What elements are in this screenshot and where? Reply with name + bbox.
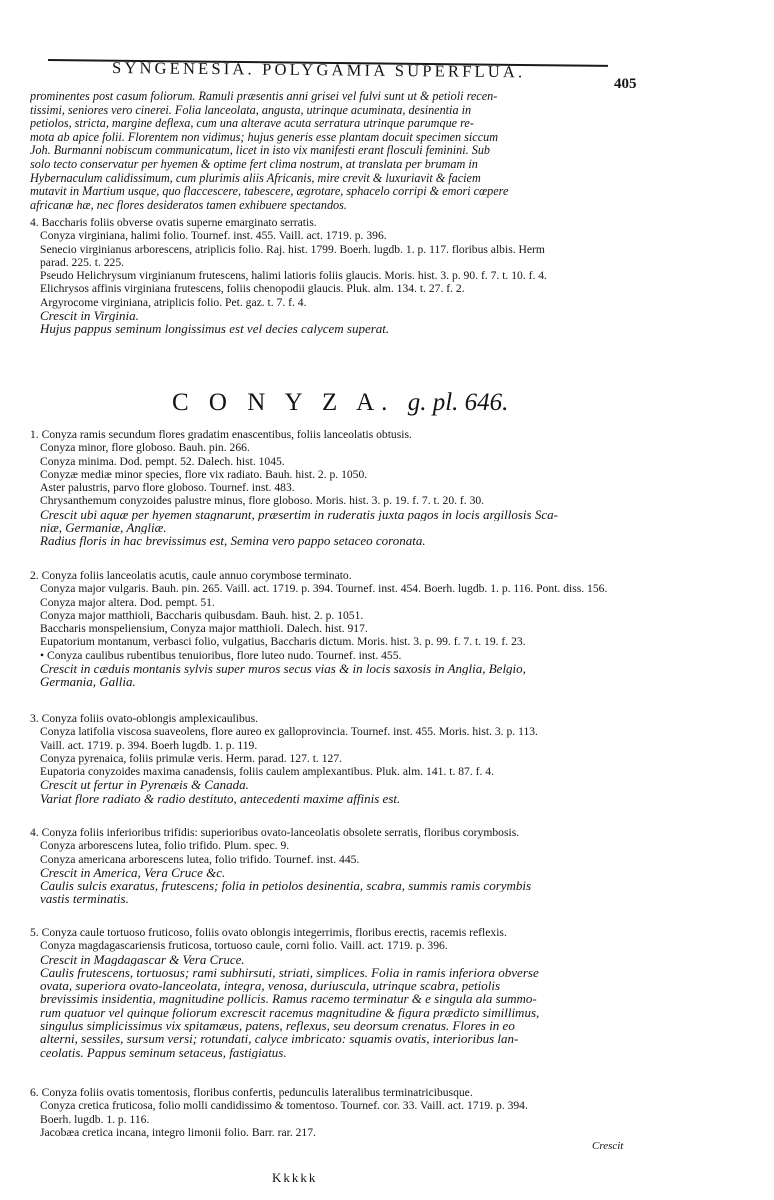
text-line: Hybernaculum calidissimum, cum plurimis aliis Africanis, mire crevit & luxuriavit & faciem xyxy=(30,171,481,185)
habitat-line: niæ, Germaniæ, Angliæ. xyxy=(40,521,167,535)
text-line: mutavit in Martium usque, quo flaccescere, tabescere, ægrotare, sphacelo corripi & emori cœpere xyxy=(30,185,509,199)
note-line: Caulis sulcis exaratus, frutescens; folia in petiolos desinentia, scabra, summis ramis corymbis xyxy=(40,879,532,893)
synonym-line: • Conyza caulibus rubentibus tenuioribus, flore luteo nudo. Tournef. inst. 455. xyxy=(40,648,402,662)
synonym-line: Conyza major matthioli, Baccharis quibusdam. Bauh. hist. 2. p. 1051. xyxy=(40,608,364,622)
synonym-line: Elichrysos affinis virginiana frutescens, foliis chenopodii glaucis. Pluk. alm. 134. t. 27. f. 2. xyxy=(40,282,465,296)
text-line: petiolos, stricta, margine deflexa, cum una alterave acuta serratura utrinque parumque re- xyxy=(30,117,474,131)
species-entry xyxy=(30,1086,635,1139)
catchword: Crescit xyxy=(592,1140,624,1152)
note-line: Radius floris in hac brevissimus est, Semina vero pappo setaceo coronata. xyxy=(40,534,426,548)
synonym-line: Conyza magdagascariensis fruticosa, tortuoso caule, corni folio. Vaill. act. 1719. p. 396. xyxy=(40,939,448,953)
page-number: 405 xyxy=(614,76,637,92)
synonym-line: Argyrocome virginiana, atriplicis folio. Pet. gaz. t. 7. f. 4. xyxy=(40,295,307,309)
signature-mark: Kkkkk xyxy=(272,1170,318,1185)
note-line: Hujus pappus seminum longissimus est vel decies calycem superat. xyxy=(40,322,390,336)
note-line: Caulis frutescens, tortuosus; rami subhirsuti, striati, simplices. Folia in ramis inferiora obverse xyxy=(40,965,539,980)
synonym-line: Conyza latifolia viscosa suaveolens, flore aureo ex galloprovincia. Tournef. inst. 455. Moris. hist. 3. p. 113. xyxy=(40,725,538,739)
species-heading: 3. Conyza foliis ovato-oblongis amplexicaulibus. xyxy=(30,712,258,725)
synonym-line: Jacobæa cretica incana, integro limonii folio. Barr. rar. 217. xyxy=(40,1125,316,1139)
species-heading: 2. Conyza foliis lanceolatis acutis, caule annuo corymbose terminato. xyxy=(30,569,352,582)
text-line: tissimi, seniores vero cinerei. Folia lanceolata, angusta, utrinque acuminata, desinentia in xyxy=(30,103,472,117)
note-line: brevissimis insidentia, magnitudine pollicis. Ramus racemo terminatur & e singula ala summo- xyxy=(40,992,537,1006)
habitat-line: Germania, Gallia. xyxy=(40,675,136,689)
species-heading: 4. Baccharis foliis obverse ovatis superne emarginato serratis. xyxy=(30,216,317,229)
habitat-line: Crescit ut fertur in Pyrenæis & Canada. xyxy=(40,778,249,792)
running-head: SYNGENESIA. POLYGAMIA SUPERFLUA. xyxy=(111,58,526,82)
synonym-line: Eupatoria conyzoides maxima canadensis, foliis caulem amplexantibus. Pluk. alm. 141. t. 87. f. 4. xyxy=(40,765,494,779)
synonym-line: Conyza major altera. Dod. pempt. 51. xyxy=(40,595,215,609)
synonym-line: Boerh. lugdb. 1. p. 116. xyxy=(40,1112,150,1126)
text-line: prominentes post casum foliorum. Ramuli præsentis anni grisei vel fulvi sunt ut & petioli recen- xyxy=(30,90,498,103)
synonym-line: Senecio virginianus arborescens, atriplicis folio. Raj. hist. 1799. Boerh. lugdb. 1. p. 117. floribus albis. Herm xyxy=(40,242,545,256)
synonym-line: Conyza cretica fruticosa, folio molli candidissimo & tomentoso. Tournef. cor. 33. Vaill. act. 1719. p. 394. xyxy=(40,1099,528,1113)
habitat-line: Crescit ubi aquæ per hyemen stagnarunt, præsertim in ruderatis juxta pagos in locis argillosis Sca- xyxy=(40,507,558,522)
synonym-line: Conyza minor, flore globoso. Bauh. pin. 266. xyxy=(40,441,250,455)
species-heading: 4. Conyza foliis inferioribus trifidis: superioribus ovato-lanceolatis obsolete serratis, floribus corymbosis. xyxy=(30,826,520,839)
synonym-line: Eupatorium montanum, verbasci folio, vulgatius, Baccharis dictum. Moris. hist. 3. p. 99. f. 7. t. 19. f. 23. xyxy=(40,635,526,649)
synonym-line: Conyza minima. Dod. pempt. 52. Dalech. hist. 1045. xyxy=(40,454,285,468)
species-entry xyxy=(30,428,635,548)
synonym-line: Aster palustris, parvo flore globoso. Tournef. inst. 483. xyxy=(40,481,295,495)
species-entry xyxy=(30,712,635,805)
species-entry xyxy=(30,826,635,906)
synonym-line: Conyzæ mediæ minor species, flore vix radiato. Bauh. hist. 2. p. 1050. xyxy=(40,467,368,481)
note-line: rum quatuor vel quinque foliorum excrescit racemus magnitudine & figura prædicto simillimus, xyxy=(40,1005,540,1020)
synonym-line: Conyza virginiana, halimi folio. Tournef. inst. 455. Vaill. act. 1719. p. 396. xyxy=(40,229,387,243)
genus-name: C O N Y Z A. xyxy=(172,389,395,416)
species-entry xyxy=(30,569,635,689)
synonym-line: parad. 225. t. 225. xyxy=(40,255,125,269)
synonym-line: Vaill. act. 1719. p. 394. Boerh lugdb. 1. p. 119. xyxy=(40,738,258,752)
baccharis-entry xyxy=(30,216,635,336)
genus-title xyxy=(172,389,508,417)
habitat-line: Crescit in cæduis montanis sylvis super muros secus vias & in locis saxosis in Anglia, Belgio, xyxy=(40,662,526,676)
species-heading: 6. Conyza foliis ovatis tomentosis, floribus confertis, pedunculis lateralibus terminatricibusque. xyxy=(30,1086,473,1099)
text-line: mota ab apice folii. Florentem non vidimus; hujus generis esse plantam docuit specimen siccum xyxy=(30,130,499,144)
text-line: solo tecto conservatur per hyemen & optime fert clima nostrum, at translata per brumam in xyxy=(30,157,478,171)
synonym-line: Conyza major vulgaris. Bauh. pin. 265. Vaill. act. 1719. p. 394. Tournef. inst. 454. Boerh. lugdb. 1. p. 116. Pont. diss. 156. xyxy=(40,582,608,596)
synonym-line: Chrysanthemum conyzoides palustre minus, flore globoso. Moris. hist. 3. p. 19. f. 7. t. 20. f. 30. xyxy=(40,494,485,508)
synonym-line: Conyza arborescens lutea, folio trifido. Plum. spec. 9. xyxy=(40,839,290,853)
text-line: africanæ hæ, nec flores desideratos tamen exhibuere spectandos. xyxy=(30,198,347,212)
habitat-line: Crescit in America, Vera Cruce &c. xyxy=(40,865,226,880)
synonym-line: Conyza pyrenaica, foliis primulæ veris. Herm. parad. 127. t. 127. xyxy=(40,751,343,765)
note-line: ovata, superiora ovato-lanceolata, integra, venosa, duriuscula, utrinque scabra, petiolis xyxy=(40,979,501,993)
species-heading: 5. Conyza caule tortuoso fruticoso, foliis ovato oblongis integerrimis, floribus erectis, racemis reflexis. xyxy=(30,926,507,939)
habitat-line: Crescit in Virginia. xyxy=(40,309,139,323)
synonym-line: Conyza americana arborescens lutea, folio trifido. Tournef. inst. 445. xyxy=(40,852,360,866)
synonym-line: Pseudo Helichrysum virginianum frutescens, halimi latioris foliis glaucis. Moris. hist. 3. p. 90. f. 7. t. 10. f. 4. xyxy=(40,269,547,283)
note-line: alterni, sessiles, sursum versi; rotundati, calyce imbricato: squamis ovatis, interioribus lan- xyxy=(40,1032,519,1046)
species-entry xyxy=(30,926,635,1059)
note-line: ceolatis. Pappus seminum setaceus, fastigiatus. xyxy=(40,1045,287,1059)
continuation-text xyxy=(30,90,635,212)
text-line: Joh. Burmanni nobiscum communicatum, licet in isto vix manifesti erant flosculi feminini. Sub xyxy=(30,144,491,158)
note-line: singulus simplicissimus vix spitamæus, patens, reflexus, seu deorsum crenatus. Flores in eo xyxy=(40,1019,515,1033)
species-heading: 1. Conyza ramis secundum flores gradatim enascentibus, foliis lanceolatis obtusis. xyxy=(30,428,412,441)
habitat-line: Crescit in Magdagascar & Vera Cruce. xyxy=(40,952,245,966)
note-line: Variat flore radiato & radio destituto, antecedenti maxime affinis est. xyxy=(40,791,401,806)
synonym-line: Baccharis monspeliensium, Conyza major matthioli. Dalech. hist. 917. xyxy=(40,622,368,636)
note-line: vastis terminatis. xyxy=(40,892,129,906)
genus-reference: g. pl. 646. xyxy=(407,389,509,416)
